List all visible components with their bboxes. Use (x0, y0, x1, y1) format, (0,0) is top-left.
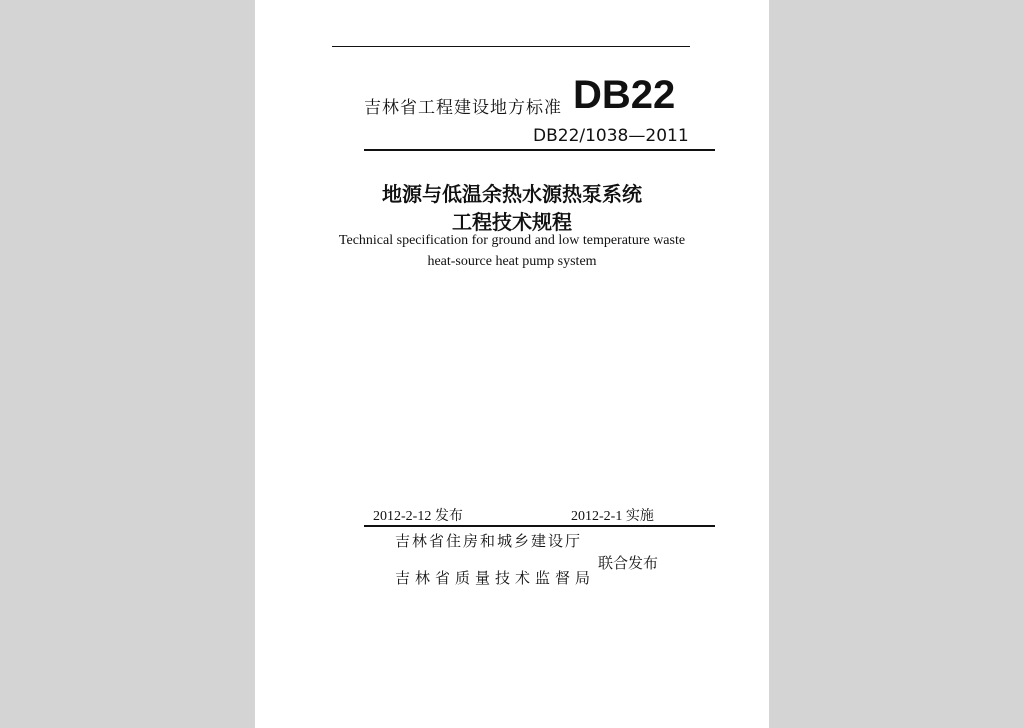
dates-rule (364, 525, 715, 527)
standard-mark: DB22 (573, 73, 676, 117)
top-rule (332, 46, 690, 47)
issuer-housing-department: 吉林省住房和城乡建设厅 (395, 532, 583, 550)
code-rule (364, 149, 715, 151)
document-page (255, 0, 769, 728)
title-en-line1: Technical specification for ground and low temperature waste (338, 233, 686, 248)
standard-type: 吉林省工程建设地方标准 (364, 98, 562, 118)
issue-date: 2012-2-12 发布 (373, 509, 463, 524)
standard-code: DB22/1038—2011 (533, 126, 689, 146)
joint-issue-label: 联合发布 (598, 554, 659, 572)
title-cn-line2: 工程技术规程 (452, 210, 572, 234)
issuer-quality-bureau: 吉林省质量技术监督局 (395, 569, 596, 587)
implement-date: 2012-2-1 实施 (571, 509, 654, 524)
title-en-line2: heat-source heat pump system (427, 254, 597, 269)
title-cn-line1: 地源与低温余热水源热泵系统 (382, 182, 642, 206)
